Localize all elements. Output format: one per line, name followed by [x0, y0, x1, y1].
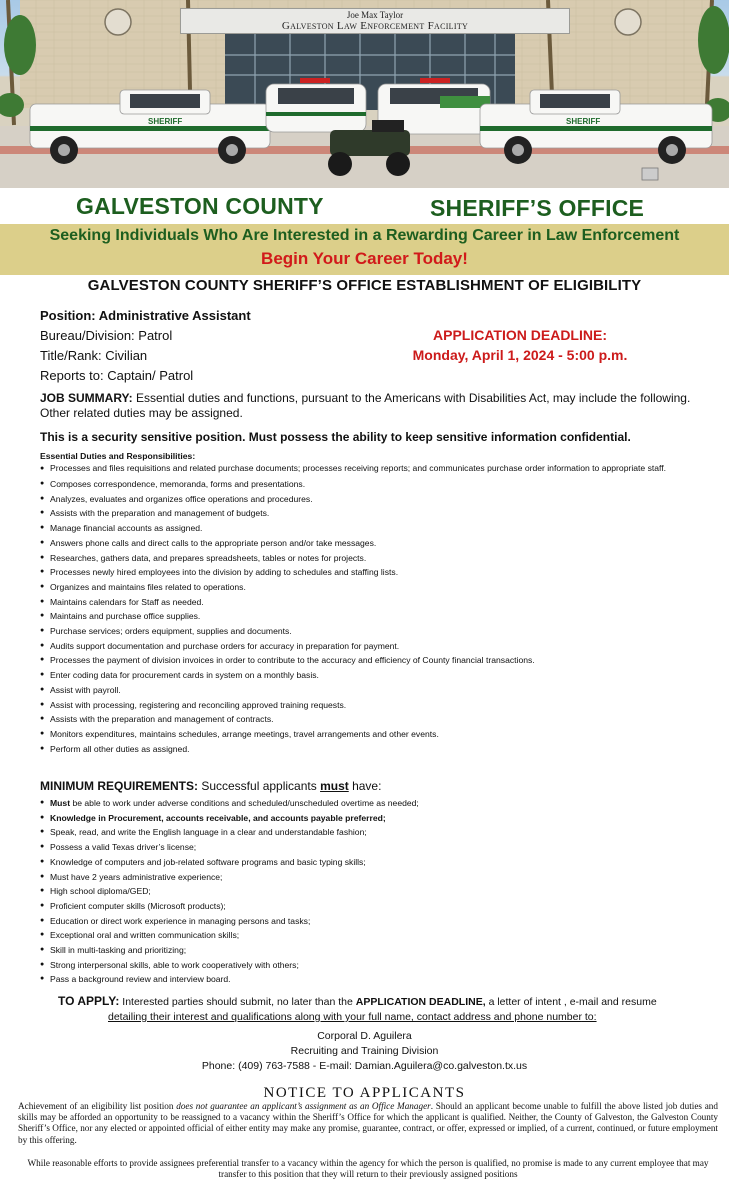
contact-block: [0, 1029, 729, 1074]
contact-unit: Recruiting and Training Division: [290, 1045, 439, 1057]
requirements-list: [40, 796, 712, 987]
building-sign-line2: Galveston Law Enforcement Facility: [281, 20, 469, 32]
notice-p1-a: Achievement of an eligibility list position: [18, 1101, 177, 1111]
position-details: [40, 306, 251, 386]
building-sign-line1: Joe Max Taylor: [346, 10, 404, 20]
building-sign: [180, 8, 570, 34]
duty-item: ● Analyzes, evaluates and organizes office operations and procedures.: [40, 492, 712, 507]
application-deadline: [400, 325, 640, 365]
requirements-heading: [40, 779, 381, 793]
duty-item: ● Answers phone calls and direct calls to the appropriate person and/or take messages.: [40, 536, 712, 551]
duty-item: ● Monitors expenditures, maintains schedules, arrange meetings, travel arrangements and other events.: [40, 727, 712, 742]
apply-line2: [58, 1010, 698, 1025]
requirement-item: ● Possess a valid Texas driver’s license;: [40, 840, 712, 855]
apply-deadline-ref: APPLICATION DEADLINE,: [355, 996, 486, 1008]
requirement-item: ● Strong interpersonal skills, able to work cooperatively with others;: [40, 958, 712, 973]
job-summary-text: Essential duties and functions, pursuant to the Americans with Disabilities Act, may include the following. Other related duties may be assigned.: [40, 391, 691, 420]
duty-item: ● Processes the payment of division invoices in order to contribute to the accuracy and efficiency of County financial transactions.: [40, 653, 712, 668]
truck-label-left: SHERIFF: [148, 117, 183, 126]
office-heading: SHERIFF’S OFFICE: [430, 195, 645, 221]
requirement-item: ● Must have 2 years administrative experience;: [40, 870, 712, 885]
requirements-intro-must: must: [320, 779, 349, 793]
apply-instructions: [58, 994, 698, 1025]
apply-text2: a letter of intent , e-mail and resume: [485, 996, 657, 1008]
patrol-suv-center-left: [266, 78, 366, 132]
notice-title: NOTICE TO APPLICANTS: [263, 1085, 466, 1101]
security-statement: This is a security sensitive position. Must possess the ability to keep sensitive information confidential.: [40, 430, 631, 444]
requirement-item: ● Knowledge of computers and job-related software programs and basic typing skills;: [40, 855, 712, 870]
notice-p1-em: does not guarantee an applicant’s assignment as an Office Manager: [176, 1101, 431, 1111]
duty-item: ● Perform all other duties as assigned.: [40, 742, 712, 757]
requirement-item: ● Pass a background review and interview board.: [40, 972, 712, 987]
banner-cta: Begin Your Career Today!: [261, 249, 468, 268]
duty-item: ● Assists with the preparation and management of contracts.: [40, 712, 712, 727]
job-summary-label: JOB SUMMARY:: [40, 391, 133, 405]
duty-item: ● Processes newly hired employees into the division by adding to schedules and staffing lists.: [40, 565, 712, 580]
apply-label: TO APPLY:: [58, 994, 120, 1008]
requirement-item: ● Exceptional oral and written communication skills;: [40, 928, 712, 943]
banner-tagline: Seeking Individuals Who Are Interested in a Rewarding Career in Law Enforcement: [49, 227, 680, 244]
duty-item: ● Assists with the preparation and management of budgets.: [40, 506, 712, 521]
reports-to: Reports to: Captain/ Patrol: [40, 368, 194, 383]
contact-phone-email[interactable]: Phone: (409) 763-7588 - E-mail: Damian.Aguilera@co.galveston.tx.us: [201, 1060, 528, 1072]
duty-item: ● Researches, gathers data, and prepares spreadsheets, tables or notes for projects.: [40, 551, 712, 566]
title-rank: Title/Rank: Civilian: [40, 348, 148, 363]
requirement-first-rest: be able to work under adverse conditions and scheduled/unscheduled overtime as needed;: [70, 798, 419, 808]
duty-item: ● Audits support documentation and purchase orders for accuracy in preparation for payment.: [40, 639, 712, 654]
duty-item: ● Enter coding data for procurement cards in system on a monthly basis.: [40, 668, 712, 683]
requirement-item: ● Skill in multi-tasking and prioritizing;: [40, 943, 712, 958]
duty-item: ● Manage financial accounts as assigned.: [40, 521, 712, 536]
deadline-label: APPLICATION DEADLINE:: [433, 327, 607, 343]
duty-item: ● Assist with payroll.: [40, 683, 712, 698]
duty-item: ● Composes correspondence, memoranda, forms and presentations.: [40, 477, 712, 492]
notice-paragraph-1: [18, 1101, 718, 1146]
position-name: Position: Administrative Assistant: [40, 308, 251, 323]
county-heading: GALVESTON COUNTY: [76, 193, 324, 219]
apply-line2-end: to:: [581, 1011, 597, 1023]
contact-name: Corporal D. Aguilera: [317, 1030, 412, 1042]
truck-label-right: SHERIFF: [566, 117, 601, 126]
document-title: GALVESTON COUNTY SHERIFF’S OFFICE ESTABLISHMENT OF ELIGIBILITY: [87, 277, 642, 294]
requirement-item: ● Proficient computer skills (Microsoft products);: [40, 899, 712, 914]
recruitment-banner: [0, 224, 729, 275]
duty-item: ● Maintains calendars for Staff as needed.: [40, 595, 712, 610]
duty-item: ● Maintains and purchase office supplies.: [40, 609, 712, 624]
duties-list: [40, 463, 712, 756]
requirements-intro-pre: Successful applicants: [198, 779, 321, 793]
apply-line2-text: detailing their interest and qualifications along with your full name, contact address and phone number: [108, 1011, 582, 1023]
duty-item: ● Processes and files requisitions and related purchase documents; processes receiving reports; and communicates purchase order information to appropriate staff.: [40, 463, 712, 477]
requirement-item: ● Education or direct work experience in managing persons and tasks;: [40, 914, 712, 929]
job-summary: [40, 391, 710, 421]
duties-heading: Essential Duties and Responsibilities:: [40, 451, 196, 461]
deadline-date: Monday, April 1, 2024 - 5:00 p.m.: [412, 347, 628, 363]
duty-item: ● Assist with processing, registering and reconciling approved training requests.: [40, 698, 712, 713]
requirement-item: ● Speak, read, and write the English language in a clear and understandable fashion;: [40, 825, 712, 840]
notice-paragraph-2: While reasonable efforts to provide assignees preferential transfer to a vacancy within the agency for which the person is qualified, no promise is made to any current employee that may transfer to this position that they will return to their previously assigned positions: [27, 1158, 709, 1180]
notice-p1-b: . Should an applicant become unable to fulfill the above listed job duties and skills may be afforded an opportunity to be reassigned to a vacancy within the Sheriff’s Office for which the applicant is qualified. Neither, the County of Galveston, the Galveston County Sheriff’s Office, nor any elected or appointed official of either entity may make any promise, guarantee, contract, or offer, expressed or implied, of a current, continued, or future employment by this offering.: [18, 1101, 718, 1145]
requirement-item: ● Knowledge in Procurement, accounts receivable, and accounts payable preferred;: [40, 811, 712, 826]
facility-photo: [0, 0, 729, 188]
requirement-item: ● High school diploma/GED;: [40, 884, 712, 899]
apply-text1: Interested parties should submit, no later than the: [119, 996, 356, 1008]
duty-item: ● Purchase services; orders equipment, supplies and documents.: [40, 624, 712, 639]
duty-item: ● Organizes and maintains files related to operations.: [40, 580, 712, 595]
requirement-first-must: Must: [50, 798, 71, 808]
requirements-intro-post: have:: [348, 779, 382, 793]
bureau-division: Bureau/Division: Patrol: [40, 328, 173, 343]
requirements-label: MINIMUM REQUIREMENTS:: [40, 779, 198, 793]
requirement-item: [40, 796, 712, 811]
